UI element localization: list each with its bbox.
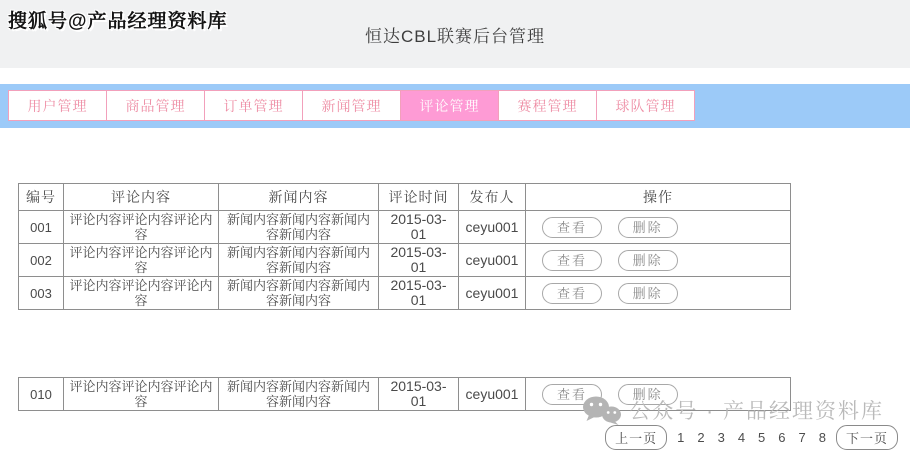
cell-publisher: ceyu001 bbox=[459, 277, 526, 310]
col-header-news: 新闻内容 bbox=[219, 184, 379, 211]
cell-id: 001 bbox=[19, 211, 64, 244]
delete-button[interactable]: 删除 bbox=[618, 384, 678, 405]
table-row bbox=[19, 277, 791, 310]
cell-comment: 评论内容评论内容评论内容 bbox=[64, 244, 219, 277]
watermark-text: 搜狐号@产品经理资料库 bbox=[8, 11, 228, 32]
page-number-2[interactable]: 2 bbox=[697, 430, 705, 445]
col-header-id: 编号 bbox=[19, 184, 64, 211]
brand-text: 公众号 · 产品经理资料库 bbox=[629, 400, 884, 423]
pagination bbox=[605, 425, 898, 450]
tab-news-management[interactable]: 新闻管理 bbox=[302, 90, 401, 121]
cell-id: 002 bbox=[19, 244, 64, 277]
page-number-3[interactable]: 3 bbox=[717, 430, 725, 445]
cell-actions bbox=[526, 277, 791, 310]
cell-news: 新闻内容新闻内容新闻内容新闻内容 bbox=[219, 378, 379, 411]
col-header-publisher: 发布人 bbox=[459, 184, 526, 211]
tab-user-management[interactable]: 用户管理 bbox=[8, 90, 107, 121]
tab-product-management[interactable]: 商品管理 bbox=[106, 90, 205, 121]
table-row bbox=[19, 211, 791, 244]
nav-bar bbox=[0, 84, 910, 128]
col-header-actions: 操作 bbox=[526, 184, 791, 211]
cell-publisher: ceyu001 bbox=[459, 378, 526, 411]
cell-actions bbox=[526, 211, 791, 244]
view-button[interactable]: 查看 bbox=[542, 217, 602, 238]
prev-page-button[interactable]: 上一页 bbox=[605, 425, 667, 450]
tab-schedule-management[interactable]: 赛程管理 bbox=[498, 90, 597, 121]
tab-order-management[interactable]: 订单管理 bbox=[204, 90, 303, 121]
col-header-comment: 评论内容 bbox=[64, 184, 219, 211]
cell-id: 010 bbox=[19, 378, 64, 411]
cell-comment: 评论内容评论内容评论内容 bbox=[64, 277, 219, 310]
next-page-button[interactable]: 下一页 bbox=[836, 425, 898, 450]
page-title: 恒达CBL联赛后台管理 bbox=[364, 27, 546, 46]
table-header-row bbox=[19, 184, 791, 211]
delete-button[interactable]: 删除 bbox=[618, 250, 678, 271]
cell-actions bbox=[526, 244, 791, 277]
cell-news: 新闻内容新闻内容新闻内容新闻内容 bbox=[219, 211, 379, 244]
delete-button[interactable]: 删除 bbox=[618, 283, 678, 304]
cell-news: 新闻内容新闻内容新闻内容新闻内容 bbox=[219, 277, 379, 310]
col-header-time: 评论时间 bbox=[379, 184, 459, 211]
cell-comment: 评论内容评论内容评论内容 bbox=[64, 211, 219, 244]
view-button[interactable]: 查看 bbox=[542, 250, 602, 271]
page-number-8[interactable]: 8 bbox=[818, 430, 826, 445]
cell-time: 2015-03-01 bbox=[379, 378, 459, 411]
cell-publisher: ceyu001 bbox=[459, 244, 526, 277]
wechat-icon bbox=[582, 395, 622, 425]
view-button[interactable]: 查看 bbox=[542, 283, 602, 304]
cell-time: 2015-03-01 bbox=[379, 211, 459, 244]
nav-tabs bbox=[8, 90, 910, 121]
view-button[interactable]: 查看 bbox=[542, 384, 602, 405]
page-number-7[interactable]: 7 bbox=[798, 430, 806, 445]
page-number-6[interactable]: 6 bbox=[778, 430, 786, 445]
cell-id: 003 bbox=[19, 277, 64, 310]
cell-comment: 评论内容评论内容评论内容 bbox=[64, 378, 219, 411]
page-number-5[interactable]: 5 bbox=[758, 430, 766, 445]
cell-news: 新闻内容新闻内容新闻内容新闻内容 bbox=[219, 244, 379, 277]
brand-line bbox=[582, 395, 884, 425]
tab-comment-management[interactable]: 评论管理 bbox=[400, 90, 499, 121]
top-header bbox=[0, 0, 910, 68]
cell-time: 2015-03-01 bbox=[379, 277, 459, 310]
table-row bbox=[19, 244, 791, 277]
page-number-4[interactable]: 4 bbox=[737, 430, 746, 445]
comments-table bbox=[18, 183, 791, 310]
cell-publisher: ceyu001 bbox=[459, 211, 526, 244]
delete-button[interactable]: 删除 bbox=[618, 217, 678, 238]
page-number-1[interactable]: 1 bbox=[677, 430, 685, 445]
tab-team-management[interactable]: 球队管理 bbox=[596, 90, 695, 121]
cell-time: 2015-03-01 bbox=[379, 244, 459, 277]
